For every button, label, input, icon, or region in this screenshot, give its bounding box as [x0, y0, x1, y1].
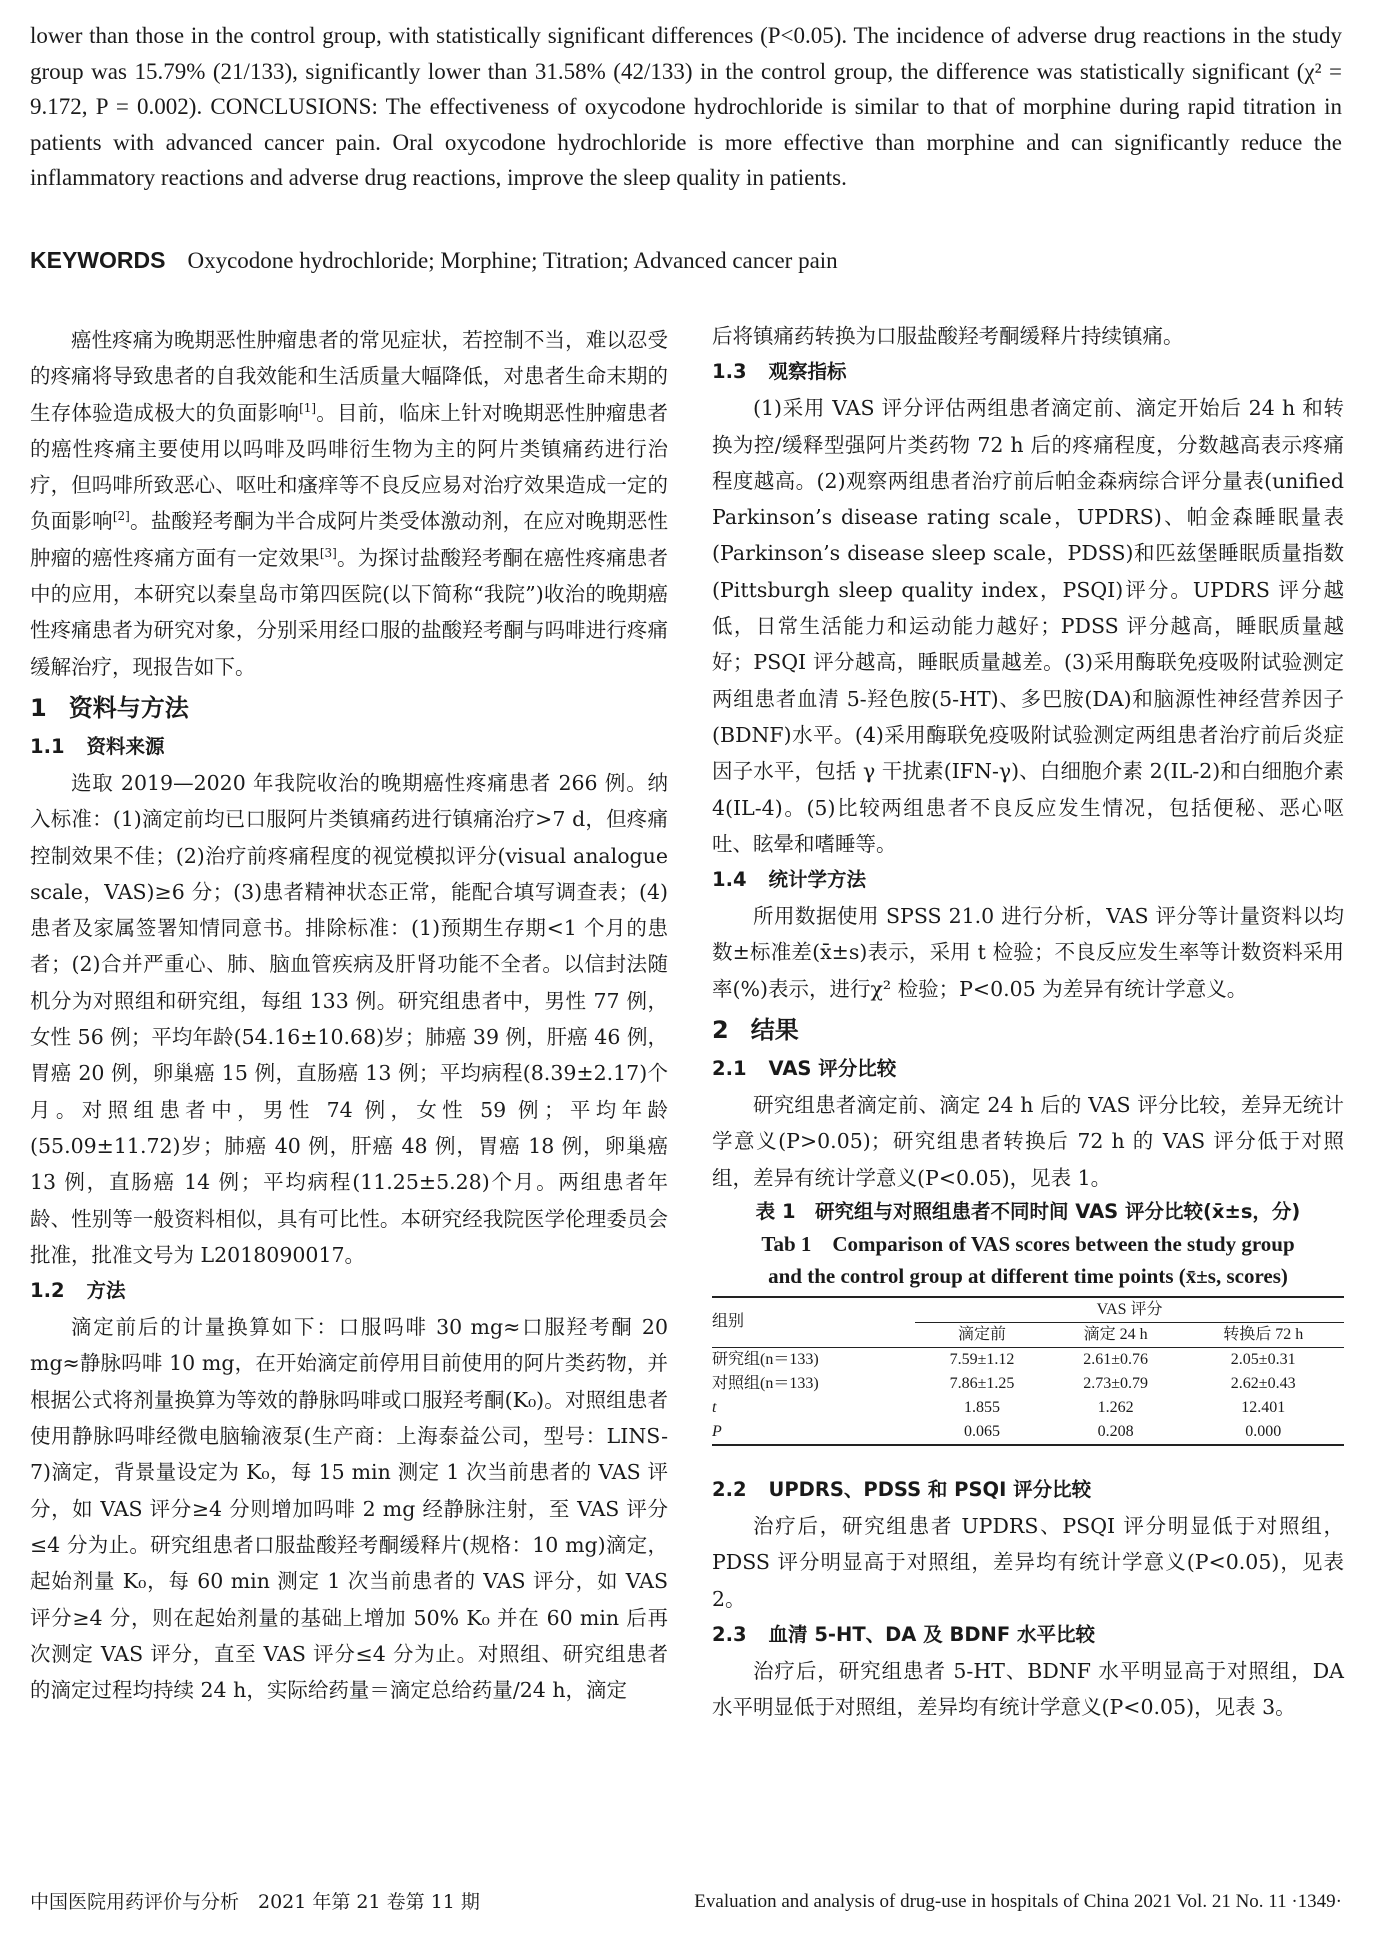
methods-continuation: 后将镇痛药转换为口服盐酸羟考酮缓释片持续镇痛。 [712, 324, 1184, 348]
ref-1[interactable]: [1] [299, 400, 317, 415]
keywords-label: KEYWORDS [30, 247, 166, 273]
section-heading-1-4: 1.4 统计学方法 [712, 868, 867, 892]
vas-results-paragraph: 研究组患者滴定前、滴定 24 h 后的 VAS 评分比较，差异无统计学意义(P>0.05)；研究组患者转换后 72 h 的 VAS 评分低于对照组，差异有统计学意义(P<0.05)，见表 1。 [712, 1093, 1344, 1190]
table1-header-group: 组别 [712, 1297, 915, 1348]
section-heading-1-2: 1.2 方法 [30, 1279, 126, 1303]
table1-caption-en-2: and the control group at different time points (x̄±s, scores) [768, 1263, 1288, 1288]
table1-header-vas: VAS 评分 [915, 1297, 1344, 1323]
indicators-paragraph: (1)采用 VAS 评分评估两组患者滴定前、滴定开始后 24 h 和转换为控/缓释型强阿片类药物 72 h 后的疼痛程度，分数越高表示疼痛程度越高。(2)观察两组患者治疗前后帕金森病综合评分量表(unified Parkinson’s disease rating scale，UPDRS)、帕金森睡眠量表(Parkinson’s disease sleep scale，PDSS)和匹兹堡睡眠质量指数(Pittsburgh sleep quality index，PSQI)评分。UPDRS 评分越低，日常生活能力和运动能力越好；PDSS 评分越高，睡眠质量越好；PSQI 评分越高，睡眠质量越差。(3)采用酶联免疫吸附试验测定两组患者血清 5-羟色胺(5-HT)、多巴胺(DA)和脑源性神经营养因子(BDNF)水平。(4)采用酶联免疫吸附试验测定两组患者治疗前后炎症因子水平，包括 γ 干扰素(IFN-γ)、白细胞介素 2(IL-2)和白细胞介素 4(IL-4)。(5)比较两组患者不良反应发生情况，包括便秘、恶心呕吐、眩晕和嗜睡等。 [712, 396, 1344, 856]
ref-3[interactable]: [3] [319, 545, 337, 560]
table1-header-col: 转换后 72 h [1182, 1322, 1344, 1347]
table1-caption-en-1: Tab 1 Comparison of VAS scores between the study group [761, 1231, 1295, 1256]
keywords-text: Oxycodone hydrochloride; Morphine; Titration; Advanced cancer pain [187, 248, 838, 273]
page-footer [30, 1890, 1342, 1914]
table-row: t 1.855 1.262 12.401 [712, 1398, 1286, 1416]
keywords [30, 244, 1342, 277]
footer-journal-cn: 中国医院用药评价与分析 2021 年第 21 卷第 11 期 [30, 1891, 480, 1913]
section-heading-2-2: 2.2 UPDRS、PDSS 和 PSQI 评分比较 [712, 1477, 1092, 1501]
table1 [712, 1296, 1344, 1446]
right-column [712, 318, 1344, 1725]
abstract-results [30, 18, 1342, 196]
section-heading-2-3: 2.3 血清 5-HT、DA 及 BDNF 水平比较 [712, 1622, 1095, 1646]
data-source-paragraph: 选取 2019—2020 年我院收治的晚期癌性疼痛患者 266 例。纳入标准：(1)滴定前均已口服阿片类镇痛药进行镇痛治疗>7 d，但疼痛控制效果不佳；(2)治疗前疼痛程度的视觉模拟评分(visual analogue scale，VAS)≥6 分；(3)患者精神状态正常，能配合填写调查表；(4)患者及家属签署知情同意书。排除标准：(1)预期生存期<1 个月的患者；(2)合并严重心、肺、脑血管疾病及肝肾功能不全者。以信封法随机分为对照组和研究组，每组 133 例。研究组患者中，男性 77 例，女性 56 例；平均年龄(54.16±10.68)岁；肺癌 39 例，肝癌 46 例，胃癌 20 例，卵巢癌 15 例，直肠癌 13 例；平均病程(8.39±2.17)个月。对照组患者中，男性 74 例，女性 59 例；平均年龄(55.09±11.72)岁；肺癌 40 例，肝癌 48 例，胃癌 18 例，卵巢癌 13 例，直肠癌 14 例；平均病程(11.25±5.28)个月。两组患者年龄、性别等一般资料相似，具有可比性。本研究经我院医学伦理委员会批准，批准文号为 L2018090017。 [30, 770, 668, 1267]
table1-header-col: 滴定 24 h [1049, 1322, 1183, 1347]
updrs-results-paragraph: 治疗后，研究组患者 UPDRS、PSQI 评分明显低于对照组，PDSS 评分明显高于对照组，差异均有统计学意义(P<0.05)，见表 2。 [712, 1513, 1344, 1611]
table-row: 研究组(n＝133) 7.59±1.12 2.61±0.76 2.05±0.31 [712, 1350, 1296, 1368]
section-heading-1-3: 1.3 观察指标 [712, 360, 847, 384]
statistics-paragraph: 所用数据使用 SPSS 21.0 进行分析，VAS 评分等计量资料以均数±标准差(x̄±s)表示，采用 t 检验；不良反应发生率等计数资料采用率(%)表示，进行χ² 检验；P<0.05 为差异有统计学意义。 [712, 904, 1344, 1001]
table1-header-col: 滴定前 [915, 1322, 1049, 1347]
section-heading-1: 1 资料与方法 [30, 693, 189, 722]
section-heading-2-1: 2.1 VAS 评分比较 [712, 1057, 897, 1081]
abstract-text: lower than those in the control group, with statistically significant differences (P<0.05). The incidence of adverse drug reactions in the study group was 15.79% (21/133), significantly lower than 31.58% (42/133) in the control group, the difference was statistically significant (χ² = 9.172, P = 0.002). CONCLUSIONS: The effectiveness of oxycodone hydrochloride is similar to that of morphine during rapid titration in patients with advanced cancer pain. Oral oxycodone hydrochloride is more effective than morphine and can significantly reduce the inflammatory reactions and adverse drug reactions, improve the sleep quality in patients. [30, 23, 1342, 190]
left-column [30, 322, 668, 1708]
table-row: P 0.065 0.208 0.000 [712, 1420, 1344, 1445]
section-heading-1-1: 1.1 资料来源 [30, 734, 165, 758]
table-row: 对照组(n＝133) 7.86±1.25 2.73±0.79 2.62±0.43 [712, 1374, 1296, 1392]
serum-results-paragraph: 治疗后，研究组患者 5-HT、BDNF 水平明显高于对照组，DA 水平明显低于对照组，差异均有统计学意义(P<0.05)，见表 3。 [712, 1658, 1344, 1720]
table1-caption-cn: 表 1 研究组与对照组患者不同时间 VAS 评分比较(x̄±s，分) [755, 1199, 1301, 1223]
methods-paragraph: 滴定前后的计量换算如下：口服吗啡 30 mg≈口服羟考酮 20 mg≈静脉吗啡 10 mg，在开始滴定前停用目前使用的阿片类药物，并根据公式将剂量换算为等效的静脉吗啡或口服羟考酮(K₀)。对照组患者使用静脉吗啡经微电脑输液泵(生产商：上海泰益公司，型号：LINS-7)滴定，背景量设定为 K₀，每 15 min 测定 1 次当前患者的 VAS 评分，如 VAS 评分≥4 分则增加吗啡 2 mg 经静脉注射，至 VAS 评分≤4 分为止。研究组患者口服盐酸羟考酮缓释片(规格：10 mg)滴定，起始剂量 K₀，每 60 min 测定 1 次当前患者的 VAS 评分，如 VAS 评分≥4 分，则在起始剂量的基础上增加 50% K₀ 并在 60 min 后再次测定 VAS 评分，直至 VAS 评分≤4 分为止。对照组、研究组患者的滴定过程均持续 24 h，实际给药量＝滴定总给药量/24 h，滴定 [30, 1315, 668, 1703]
intro-paragraph: 癌性疼痛为晚期恶性肿瘤患者的常见症状，若控制不当，难以忍受的疼痛将导致患者的自我效能和生活质量大幅降低，对患者生命末期的生存体验造成极大的负面影响[1]。目前，临床上针对晚期恶性肿瘤患者的癌性疼痛主要使用以吗啡及吗啡衍生物为主的阿片类镇痛药进行治疗，但吗啡所致恶心、呕吐和瘙痒等不良反应易对治疗效果造成一定的负面影响[2]。盐酸羟考酮为半合成阿片类受体激动剂，在应对晚期恶性肿瘤的癌性疼痛方面有一定效果[3]。为探讨盐酸羟考酮在癌性疼痛患者中的应用，本研究以秦皇岛市第四医院(以下简称“我院”)收治的晚期癌性疼痛患者为研究对象，分别采用经口服的盐酸羟考酮与吗啡进行疼痛缓解治疗，现报告如下。 [30, 328, 669, 679]
ref-2[interactable]: [2] [112, 509, 130, 524]
footer-journal-en: Evaluation and analysis of drug-use in hospitals of China 2021 Vol. 21 No. 11 ·1349· [694, 1891, 1342, 1912]
section-heading-2: 2 结果 [712, 1016, 799, 1045]
